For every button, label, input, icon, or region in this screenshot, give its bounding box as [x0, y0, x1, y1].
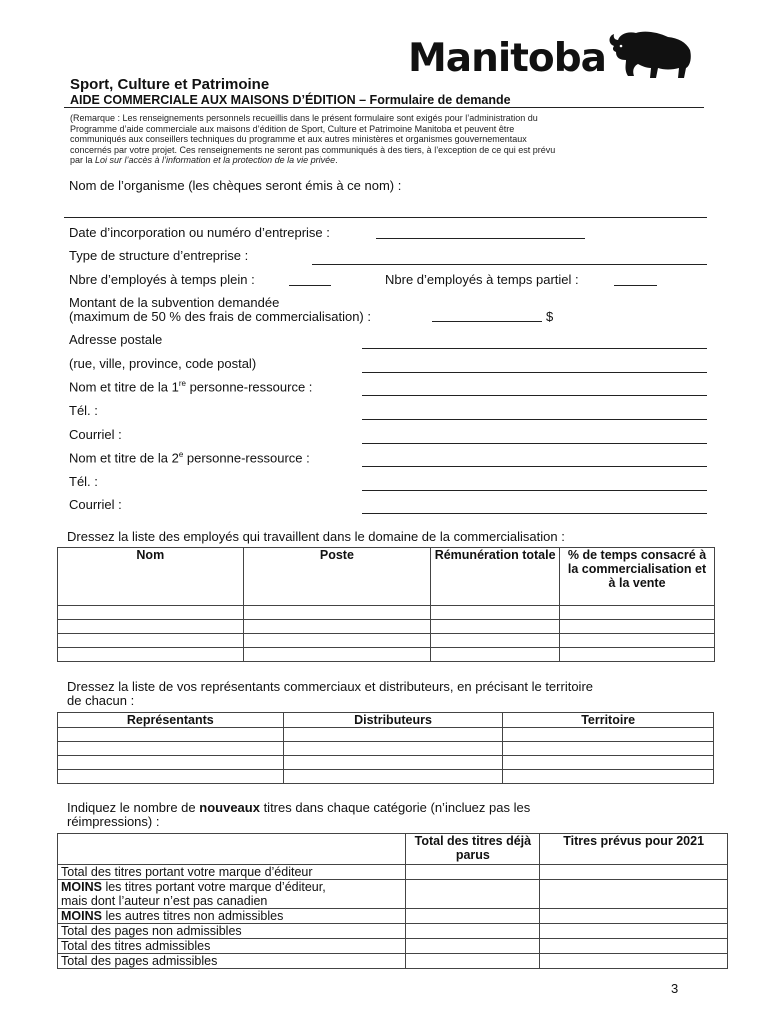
ordinal-suffix: re [178, 379, 186, 388]
reps-intro: Dressez la liste de vos représentants commerciaux et distributeurs, en précisant le territoire [67, 679, 593, 694]
address-detail-label: (rue, ville, province, code postal) [69, 356, 257, 371]
column-header: Distributeurs [283, 713, 503, 728]
table-cell[interactable] [503, 770, 714, 784]
structure-field[interactable] [312, 264, 707, 265]
table-cell[interactable] [283, 770, 503, 784]
table-cell[interactable] [503, 728, 714, 742]
titles-intro-emphasis: nouveaux [199, 800, 260, 815]
column-header: Poste [243, 548, 431, 606]
titles-intro-text: titres dans chaque catégorie (n’incluez pas les [259, 800, 531, 815]
table-row [58, 634, 715, 648]
row-label-text: les autres titres non admissibles [101, 909, 284, 923]
header-rule [64, 107, 704, 108]
privacy-note-line: concernés par votre projet. Ces renseignements ne seront pas communiqués à des tiers, à l’exception de ce qui est prévu [70, 144, 556, 155]
contact2-text: Nom et titre de la 2 [69, 450, 179, 466]
email2-label: Courriel : [69, 497, 122, 512]
table-cell[interactable] [406, 909, 540, 924]
structure-label: Type de structure d’entreprise : [69, 248, 249, 263]
contact1-text: personne-ressource : [185, 379, 313, 395]
address-label: Adresse postale [69, 332, 163, 347]
ordinal-suffix: e [178, 450, 184, 459]
grant-label: Montant de la subvention demandée [69, 295, 280, 310]
table-row [58, 954, 728, 969]
table-cell[interactable] [283, 728, 503, 742]
grant-amount-field[interactable] [432, 321, 542, 322]
manitoba-wordmark: Manitoba [408, 36, 606, 81]
incorporation-field[interactable] [376, 238, 585, 239]
privacy-note-text: par la [70, 155, 96, 165]
column-header: Total des titres déjà parus [406, 834, 540, 865]
table-cell[interactable] [431, 606, 560, 620]
form-title: AIDE COMMERCIALE AUX MAISONS D’ÉDITION – Formulaire de demande [70, 93, 511, 107]
table-cell[interactable] [58, 606, 244, 620]
phone1-field[interactable] [362, 419, 707, 420]
phone2-field[interactable] [362, 490, 707, 491]
table-cell[interactable] [560, 606, 715, 620]
titles-intro-text: Indiquez le nombre de [67, 800, 200, 815]
row-label [58, 909, 406, 924]
grant-label-detail: (maximum de 50 % des frais de commercialisation) : [69, 309, 371, 324]
table-cell[interactable] [243, 634, 431, 648]
table-cell [58, 834, 406, 865]
row-label: Total des titres admissibles [58, 939, 406, 954]
contact1-field[interactable] [362, 395, 707, 396]
table-cell[interactable] [58, 620, 244, 634]
table-row [58, 728, 714, 742]
table-cell[interactable] [540, 909, 728, 924]
row-label: Total des pages admissibles [58, 954, 406, 969]
table-row [58, 880, 728, 909]
table-cell[interactable] [58, 634, 244, 648]
contact1-label [69, 379, 312, 394]
table-cell[interactable] [560, 620, 715, 634]
table-cell[interactable] [431, 634, 560, 648]
table-cell[interactable] [243, 620, 431, 634]
table-row [58, 770, 714, 784]
titles-intro-cont: réimpressions) : [67, 814, 160, 829]
reps-table [57, 712, 714, 784]
table-row [58, 742, 714, 756]
contact1-text: Nom et titre de la 1 [69, 379, 179, 395]
table-row [58, 909, 728, 924]
grant-currency: $ [546, 309, 554, 324]
table-cell[interactable] [283, 756, 503, 770]
table-cell[interactable] [540, 880, 728, 909]
page-number: 3 [671, 981, 679, 996]
table-cell[interactable] [283, 742, 503, 756]
table-cell[interactable] [406, 954, 540, 969]
table-cell[interactable] [58, 742, 284, 756]
column-header: Territoire [503, 713, 714, 728]
privacy-note-line: communiqués aux conseillers techniques du programme et aux autres ministères et organismes gouvernementaux [70, 134, 527, 144]
column-header: Rémunération totale [431, 548, 560, 606]
table-row [58, 620, 715, 634]
row-label: Total des titres portant votre marque d’éditeur [58, 865, 406, 880]
table-cell[interactable] [406, 924, 540, 939]
table-cell[interactable] [540, 954, 728, 969]
table-row [58, 606, 715, 620]
privacy-note-line [70, 155, 700, 166]
row-label-text: mais dont l’auteur n’est pas canadien [61, 894, 268, 908]
row-label: Total des pages non admissibles [58, 924, 406, 939]
table-cell[interactable] [540, 865, 728, 880]
email2-field[interactable] [362, 513, 707, 514]
employees-intro: Dressez la liste des employés qui travaillent dans le domaine de la commercialisation : [67, 529, 565, 544]
parttime-field[interactable] [614, 285, 657, 286]
table-row [58, 939, 728, 954]
table-row [58, 648, 715, 662]
privacy-act-name: Loi sur l’accès à l’information et la protection de la vie privée [95, 155, 336, 165]
titles-table [57, 833, 728, 969]
contact2-label [69, 450, 310, 465]
table-cell[interactable] [58, 770, 284, 784]
table-cell[interactable] [431, 648, 560, 662]
table-row [58, 756, 714, 770]
bison-icon [606, 28, 696, 80]
contact2-field[interactable] [362, 466, 707, 467]
incorporation-label: Date d’incorporation ou numéro d’entreprise : [69, 225, 330, 240]
phone2-label: Tél. : [69, 474, 98, 489]
column-header: % de temps consacré à la commercialisation et à la vente [560, 548, 715, 606]
table-cell[interactable] [406, 880, 540, 909]
contact2-text: personne-ressource : [183, 450, 310, 466]
email1-field[interactable] [362, 443, 707, 444]
parttime-label: Nbre d’employés à temps partiel : [385, 272, 579, 287]
table-row [58, 865, 728, 880]
table-cell[interactable] [560, 634, 715, 648]
table-cell[interactable] [58, 756, 284, 770]
phone1-label: Tél. : [69, 403, 98, 418]
table-cell[interactable] [58, 728, 284, 742]
privacy-note-line: Programme d’aide commerciale aux maisons d’édition de Sport, Culture et Patrimoine Manitoba et peuvent être [70, 123, 515, 134]
table-row [58, 924, 728, 939]
employees-table [57, 547, 715, 662]
row-label-text: les titres portant votre marque d’éditeur, [101, 880, 326, 894]
row-label-emphasis: MOINS [61, 880, 102, 894]
row-label-emphasis: MOINS [61, 909, 102, 923]
table-cell[interactable] [540, 939, 728, 954]
column-header: Nom [58, 548, 244, 606]
table-cell[interactable] [58, 648, 244, 662]
table-cell[interactable] [503, 742, 714, 756]
row-label [58, 880, 406, 909]
email1-label: Courriel : [69, 427, 122, 442]
address-field[interactable] [362, 348, 707, 349]
column-header: Titres prévus pour 2021 [540, 834, 728, 865]
fulltime-label: Nbre d’employés à temps plein : [69, 272, 255, 287]
address-detail-field[interactable] [362, 372, 707, 373]
table-cell[interactable] [560, 648, 715, 662]
privacy-note-text: . [335, 155, 338, 165]
reps-intro-cont: de chacun : [67, 693, 135, 708]
department-name: Sport, Culture et Patrimoine [70, 76, 270, 93]
column-header: Représentants [58, 713, 284, 728]
fulltime-field[interactable] [289, 285, 331, 286]
titles-intro [67, 800, 530, 815]
table-cell[interactable] [431, 620, 560, 634]
table-cell[interactable] [406, 865, 540, 880]
table-cell[interactable] [243, 606, 431, 620]
table-cell[interactable] [243, 648, 431, 662]
org-name-field[interactable] [64, 217, 707, 218]
privacy-note-line: (Remarque : Les renseignements personnels recueillis dans le présent formulaire sont exigés pour l’administration du [70, 113, 538, 123]
table-cell[interactable] [406, 939, 540, 954]
table-cell[interactable] [503, 756, 714, 770]
table-cell[interactable] [540, 924, 728, 939]
org-name-label: Nom de l’organisme (les chèques seront émis à ce nom) : [69, 178, 402, 193]
privacy-note [70, 113, 700, 166]
